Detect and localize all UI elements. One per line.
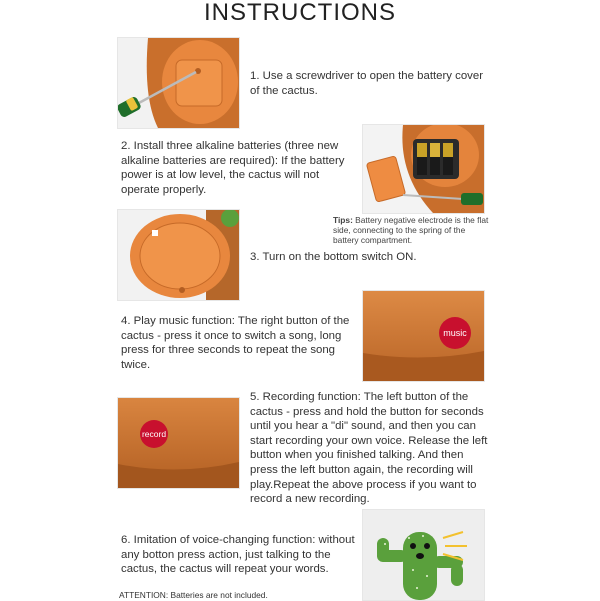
step-4-text: 4. Play music function: The right button of the cactus - press it once to switch a song, long press for three seconds to repeat the song twice. bbox=[121, 315, 350, 371]
tips-text: Battery negative electrode is the flat side, connecting to the spring of the battery compartment. bbox=[333, 215, 489, 245]
record-button-label: record bbox=[141, 429, 167, 439]
attention-note: ATTENTION: Batteries are not included. bbox=[119, 590, 268, 600]
page-title: INSTRUCTIONS bbox=[204, 0, 396, 26]
music-button-label: music bbox=[443, 328, 467, 338]
photo-open-battery-cover bbox=[117, 37, 240, 129]
photo-install-batteries bbox=[362, 124, 485, 214]
tips-label: Tips: bbox=[333, 215, 353, 225]
step-5-text: 5. Recording function: The left button of the cactus - press and hold the button for seconds until you hear a "di" sound, and then you can start recording your own voice. Release the left button when you finished talking. And then press the left button again, the recording will play.Repeat the above process if you want to record a new recording. bbox=[250, 391, 488, 506]
photo-bottom-switch bbox=[117, 209, 240, 301]
tips-note bbox=[333, 215, 489, 245]
step-2-text: 2. Install three alkaline batteries (three new alkaline batteries are required): If the battery power is at low level, the cactus will not operate properly. bbox=[121, 140, 345, 196]
step-1-text: 1. Use a screwdriver to open the battery cover of the cactus. bbox=[250, 70, 483, 97]
photo-record-button bbox=[117, 397, 240, 489]
photo-dancing-cactus bbox=[362, 509, 485, 601]
step-3-text: 3. Turn on the bottom switch ON. bbox=[250, 251, 417, 263]
step-6-text: 6. Imitation of voice-changing function: without any botton press action, just talking to the cactus, the cactus will repeat your words. bbox=[121, 534, 355, 576]
photo-music-button bbox=[362, 290, 485, 382]
